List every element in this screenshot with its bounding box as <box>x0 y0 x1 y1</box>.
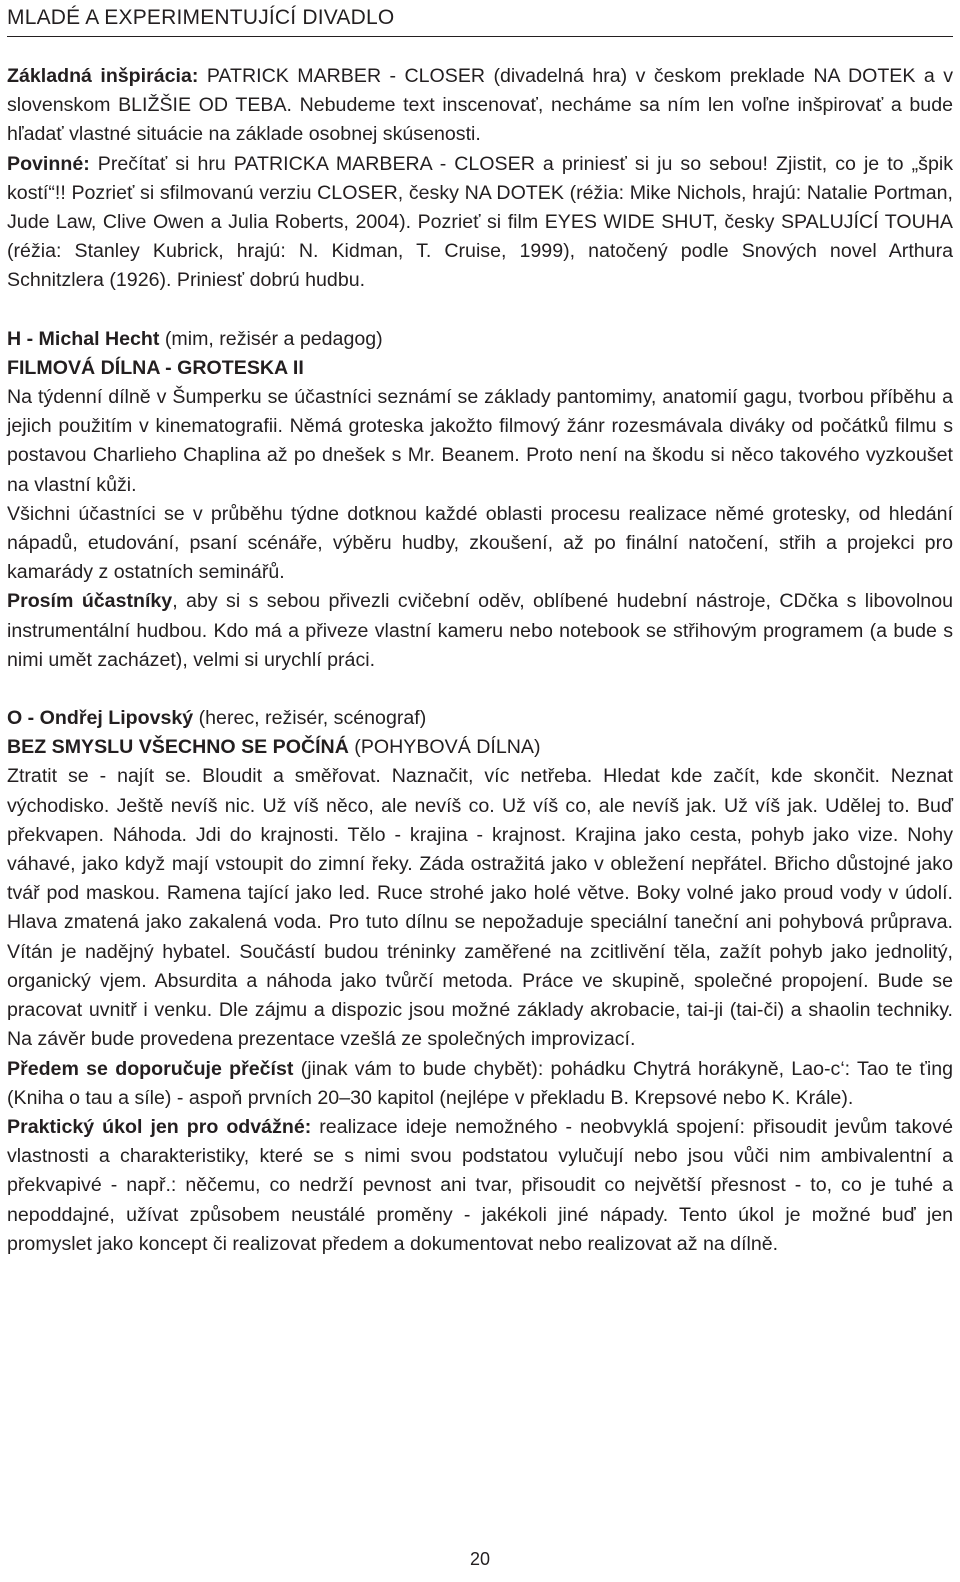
section-spacer <box>7 296 953 325</box>
required-text: Prečítať si hru PATRICKA MARBERA - CLOSER a priniesť si ju so sebou! Zjistit, co je to „špik kostí“!! Pozrieť si sfilmovanú verziu CLOSER, česky NA DOTEK (réžia: Mike Nichols, hrajú: Natalie Portman, Jude Law, Clive Owen a Julia Roberts, 2004). Pozrieť si film EYES WIDE SHUT, česky SPALUJÍCÍ TOUHA (réžia: Stanley Kubrick, hrajú: N. Kidman, T. Cruise, 1999), natočený podle Snových novel Arthura Schnitzlera (1926). Priniesť dobrú hudbu. <box>7 152 953 292</box>
section-o-paragraph-3-text: realizace ideje nemožného - neobvyklá spojení: přisoudit jevům takové vlastnosti a charakteristiky, které se s nimi svou podstatou vylučují nebo jsou vůči nim ambivalentní a překvapivé - např.: něčemu, co nedrží pevnost ani tvar, přisoudit co největší přesnost - to, co je tuhé a nepoddajné, užívat způsobem neustálé proměny - jakékoli jiné nápady. Tento úkol je možné buď jen promyslet jako koncept či realizovat předem a dokumentovat nebo realizovat až na dílně. <box>7 1115 953 1255</box>
section-h-paragraph-3-text: , aby si s sebou přivezli cvičební oděv, oblíbené hudební nástroje, CDčka s libovolnou instrumentální hudbou. Kdo má a přiveze vlastní kameru nebo notebook se střihovým programem (a bude s nimi umět zacházet), velmi si urychlí práci. <box>7 590 953 671</box>
section-o-lead-role: (herec, režisér, scénograf) <box>193 707 427 730</box>
section-h-lead-role: (mim, režisér a pedagog) <box>159 327 383 350</box>
section-h-paragraph-2: Všichni účastníci se v průběhu týdne dotknou každé oblasti procesu realizace němé grotesky, od hledání nápadů, etudování, psaní scénáře, výběru hudby, zkoušení, až po finální natočení, střih a projekci pro kamarády z ostatních seminářů. <box>7 502 953 584</box>
section-o-title-bold: BEZ SMYSLU VŠECHNO SE POČÍNÁ <box>7 736 349 759</box>
page-header <box>7 4 953 37</box>
document-body <box>7 62 953 1259</box>
section-o-paragraph-3 <box>7 1113 953 1259</box>
required-label: Povinné: <box>7 152 90 175</box>
section-o-lead <box>7 704 953 733</box>
inspiration-label: Základná inšpirácia: <box>7 65 199 87</box>
section-o-lead-name: O - Ondřej Lipovský <box>7 707 194 730</box>
inspiration-paragraph <box>7 62 953 150</box>
page-number: 20 <box>469 1549 491 1569</box>
section-spacer <box>7 675 953 704</box>
section-h-paragraph-3-bold: Prosím účastníky <box>7 590 173 613</box>
required-paragraph <box>7 150 953 296</box>
section-o-paragraph-2-text: (jinak vám to bude chybět): pohádku Chytrá horákyně, Lao-c‘: Tao te ťing (Kniha o tau a síle) - aspoň prvních 20–30 kapitol (nejlépe v překladu B. Krepsové nebo K. Krále). <box>7 1057 954 1109</box>
section-h-lead-name: H - Michal Hecht <box>7 327 160 350</box>
section-o-paragraph-3-bold: Praktický úkol jen pro odvážné: <box>7 1115 312 1138</box>
section-o-title-rest: (POHYBOVÁ DÍLNA) <box>348 736 541 759</box>
inspiration-text: PATRICK MARBER - CLOSER (divadelná hra) v českom preklade NA DOTEK a v slovenskom BLIŽŠIE OD TEBA. Nebudeme text inscenovať, necháme sa ním len voľne inšpirovať a bude hľadať vlastné situácie na základe osobnej skúsenosti. <box>7 65 953 146</box>
section-h-paragraph-3 <box>7 587 953 675</box>
section-o-paragraph-2 <box>7 1055 953 1113</box>
section-h-paragraph-1: Na týdenní dílně v Šumperku se účastníci seznámí se základy pantomimy, anatomií gagu, tvorbou příběhu a jejich použitím v kinematografii. Němá groteska jakožto filmový žánr rozesmávala diváky od počátků filmu s postavou Charlieho Chaplina až po dnešek s Mr. Beanem. Proto není na škodu si něco takového vyzkoušet na vlastní kůži. <box>7 386 953 496</box>
header-title: MLADÉ A EXPERIMENTUJÍCÍ DIVADLO <box>7 6 395 29</box>
section-o-paragraph-2-bold: Předem se doporučuje přečíst <box>7 1057 294 1080</box>
section-o-title <box>7 733 953 762</box>
section-h-title: FILMOVÁ DÍLNA - GROTESKA II <box>7 356 304 379</box>
section-h-lead <box>7 325 953 354</box>
section-o-paragraph-1: Ztratit se - najít se. Bloudit a směřovat. Naznačit, víc netřeba. Hledat kde začít, kde skončit. Neznat východisko. Ještě nevíš nic. Už víš něco, ale nevíš co. Už víš co, ale nevíš jak. Už víš jak. Udělej to. Buď překvapen. Náhoda. Jdi do krajnosti. Tělo - krajina - krajnost. Krajina jako cesta, pohyb jako vize. Nohy váhavé, jako když mají vstoupit do zimní řeky. Záda ostražitá jako v obležení nepřátel. Břicho důstojné jako tvář pod maskou. Ramena tající jako led. Ruce strohé jako holé větve. Boky volné jako proud vody v údolí. Hlava zmatená jako zakalená voda. Pro tuto dílnu se nepožaduje speciální taneční ani pohybová průprava. Vítán je nadějný hybatel. Součástí budou tréninky zaměřené na zcitlivění těla, zažít pohyb jako jednolitý, organický vjem. Absurdita a náhoda jako tvůrčí metoda. Práce ve skupině, společné propojení. Bude se pracovat uvnitř i venku. Dle zájmu a dispozic jsou možné základy akrobacie, tai-ji (tai-či) a shaolin techniky. Na závěr bude provedena prezentace vzešlá ze společných improvizací. <box>7 765 953 1051</box>
